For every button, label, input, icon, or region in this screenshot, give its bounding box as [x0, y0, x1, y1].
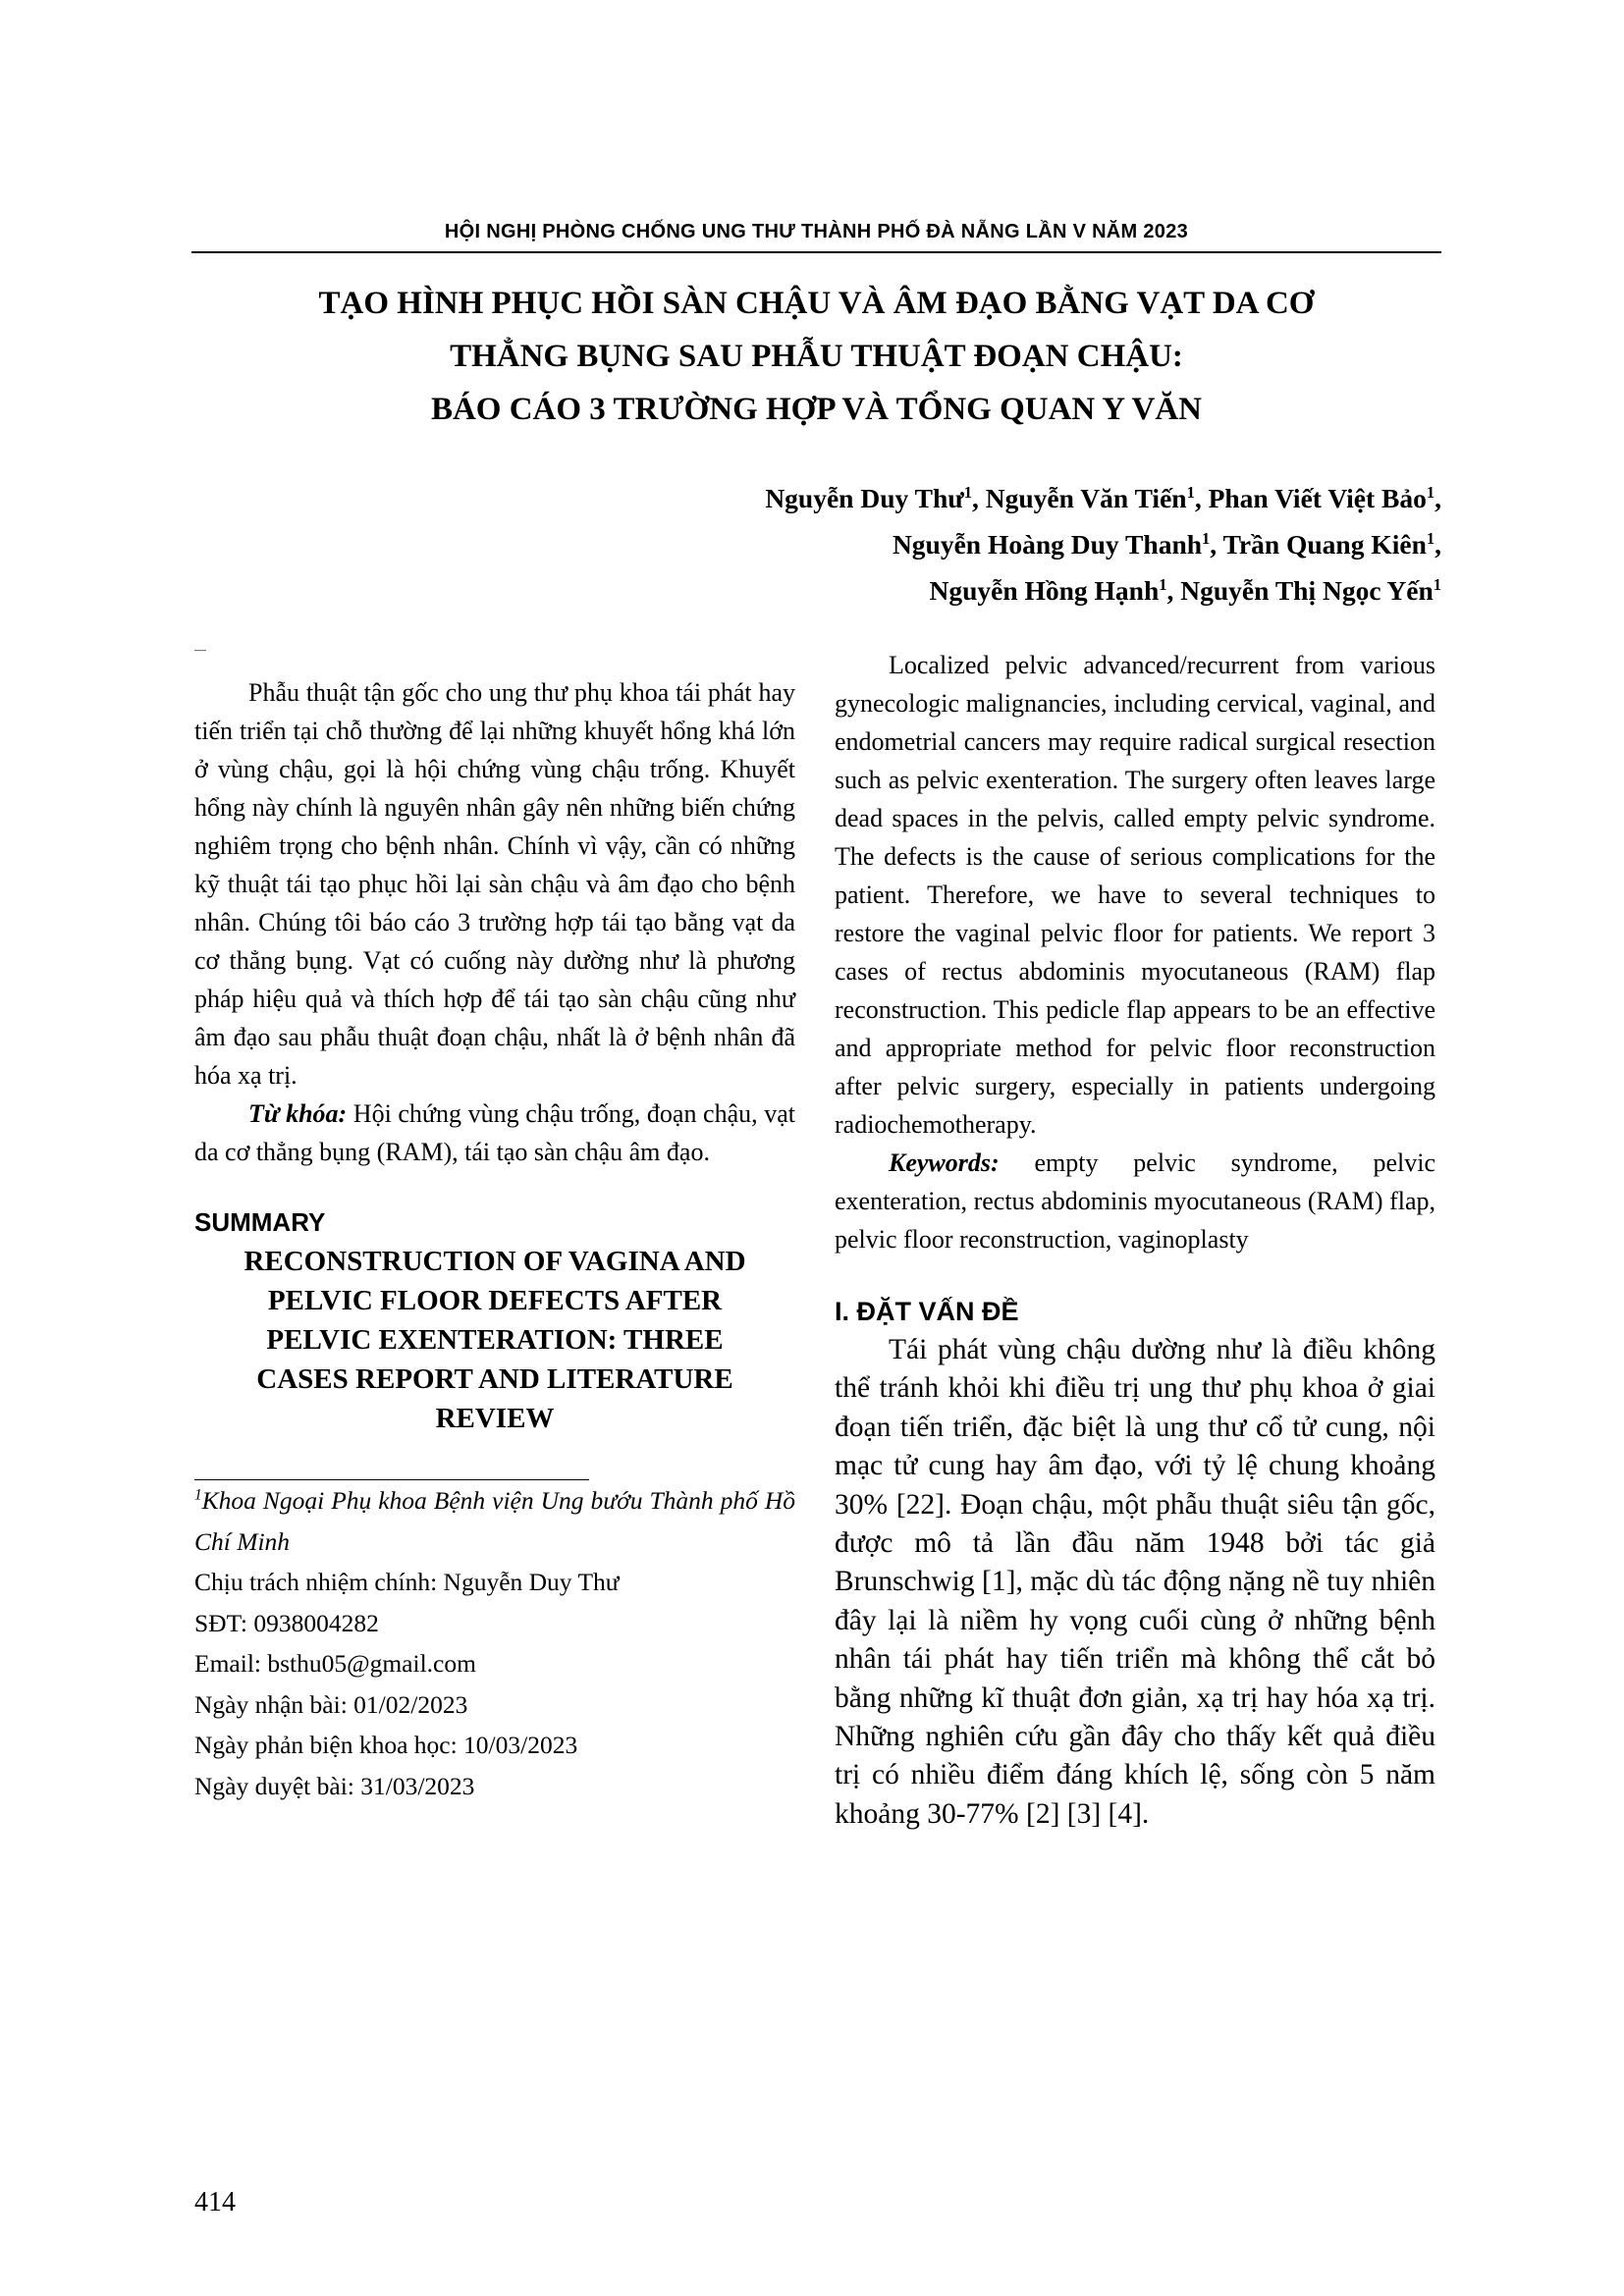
author-separator: , [972, 483, 986, 513]
summary-heading: SUMMARY [194, 1207, 326, 1237]
footnote-email: Email: bsthu05@gmail.com [194, 1649, 476, 1678]
english-title-line: REVIEW [435, 1403, 555, 1434]
english-title [194, 1242, 795, 1438]
title-line-3: BÁO CÁO 3 TRƯỜNG HỢP VÀ TỔNG QUAN Y VĂN [430, 392, 1203, 427]
footnote-phone: SĐT: 0938004282 [194, 1608, 379, 1637]
keywords-label: Từ khóa: [248, 1099, 348, 1128]
abstract-vietnamese: Phẫu thuật tận gốc cho ung thư phụ khoa tái phát hay tiến triển tại chỗ thường để lại những khuyết hổng khá lớn ở vùng chậu, gọi là hội chứng vùng chậu trống. Khuyết hổng này chính là nguyên nhân gây nên những biến chứng nghiêm trọng cho bệnh nhân. Chính vì vậy, cần có những kỹ thuật tái tạo phục hồi lại sàn chậu và âm đạo cho bệnh nhân. Chúng tôi báo cáo 3 trường hợp tái tạo bằng vạt da cơ thẳng bụng. Vạt có cuống này dường như là phương pháp hiệu quả và thích hợp để tái tạo sàn chậu cũng như âm đạo sau phẫu thuật đoạn chậu, nhất là ở bệnh nhân đã hóa xạ trị. [194, 678, 795, 1090]
author-line-3 [460, 567, 1441, 614]
footnote-review-date: Ngày phản biện khoa học: 10/03/2023 [194, 1731, 578, 1759]
author-line-2 [460, 521, 1441, 567]
divider [194, 650, 206, 651]
paper-title [191, 277, 1441, 436]
affiliation-mark: 1 [194, 1486, 202, 1504]
author-name: Nguyễn Hồng Hạnh [929, 575, 1160, 606]
author-affiliation-mark: 1 [963, 482, 973, 502]
running-header: HỘI NGHỊ PHÒNG CHỐNG UNG THƯ THÀNH PHỐ ĐÀ NẴNG LẦN V NĂM 2023 [444, 221, 1189, 242]
header-rule [191, 251, 1441, 253]
author-affiliation-mark: 1 [1426, 482, 1435, 502]
title-line-1: TẠO HÌNH PHỤC HỒI SÀN CHẬU VÀ ÂM ĐẠO BẰNG VẠT DA CƠ [318, 286, 1315, 321]
abstract-english: Localized pelvic advanced/recurrent from various gynecologic malignancies, including cervical, vaginal, and endometrial cancers may require radical surgical resection such as pelvic exenteration. The surgery often leaves large dead spaces in the pelvis, called empty pelvic syndrome. The defects is the cause of serious complications for the patient. Therefore, we have to several techniques to restore the vaginal pelvic floor for patients. We report 3 cases of rectus abdominis myocutaneous (RAM) flap reconstruction. This pedicle flap appears to be an effective and appropriate method for pelvic floor reconstruction after pelvic surgery, especially in patients undergoing radiochemotherapy. [835, 651, 1435, 1139]
author-separator: , [1166, 575, 1181, 606]
author-name: Nguyễn Văn Tiến [985, 483, 1187, 513]
author-list [460, 475, 1441, 614]
author-affiliation-mark: 1 [1186, 482, 1195, 502]
author-name: Nguyễn Thị Ngọc Yến [1180, 575, 1434, 606]
footnote-responsible: Chịu trách nhiệm chính: Nguyễn Duy Thư [194, 1568, 620, 1596]
title-line-2: THẲNG BỤNG SAU PHẪU THUẬT ĐOẠN CHẬU: [450, 339, 1183, 374]
author-affiliation-mark: 1 [1433, 574, 1441, 594]
page-number: 414 [194, 2187, 236, 2217]
author-name: Phan Viết Việt Bảo [1208, 483, 1427, 513]
section-body: Tái phát vùng chậu dường như là điều không thể tránh khỏi khi điều trị ung thư phụ khoa ở giai đoạn tiến triển, đặc biệt là ung thư cổ tử cung, nội mạc tử cung hay âm đạo, với tỷ lệ chung khoảng 30% [22]. Đoạn chậu, một phẫu thuật siêu tận gốc, được mô tả lần đầu năm 1948 bởi tác giả Brunschwig [1], mặc dù tác động nặng nề tuy nhiên đây lại là niềm hy vọng cuối cùng ở những bệnh nhân tái phát hay tiến triển mà không thể cắt bỏ bằng những kĩ thuật đơn giản, xạ trị hay hóa xạ trị. Những nghiên cứu gần đây cho thấy kết quả điều trị có nhiều điểm đáng khích lệ, sống còn 5 năm khoảng 30-77% [2] [3] [4]. [835, 1334, 1435, 1830]
footnote-affiliation [194, 1480, 795, 1562]
keywords-english [835, 1144, 1435, 1258]
author-separator: , [1194, 483, 1209, 513]
left-column [194, 673, 795, 1806]
keywords-vietnamese [194, 1095, 795, 1171]
author-separator: , [1210, 529, 1223, 560]
author-line-1 [460, 475, 1441, 521]
footnote-accepted-date: Ngày duyệt bài: 31/03/2023 [194, 1771, 475, 1800]
footnote-received-date: Ngày nhận bài: 01/02/2023 [194, 1689, 468, 1719]
keywords-text: empty pelvic syndrome, pelvic exenteration, rectus abdominis myocutaneous (RAM) flap, pelvic floor reconstruction, vaginoplasty [835, 1148, 1435, 1254]
section-heading: I. ĐẶT VẤN ĐỀ [835, 1297, 1019, 1326]
english-title-line: CASES REPORT AND LITERATURE [256, 1363, 733, 1395]
author-affiliation-mark: 1 [1426, 528, 1435, 548]
author-name: Trần Quang Kiên [1222, 529, 1427, 560]
author-affiliation-mark: 1 [1159, 574, 1167, 594]
author-name: Nguyễn Hoàng Duy Thanh [892, 529, 1203, 560]
keywords-text: Hội chứng vùng chậu trống, đoạn chậu, vạt da cơ thẳng bụng (RAM), tái tạo sàn chậu âm đạo. [194, 1099, 795, 1166]
english-title-line: PELVIC FLOOR DEFECTS AFTER [267, 1285, 723, 1316]
author-separator: , [1435, 529, 1441, 560]
english-title-line: PELVIC EXENTERATION: THREE [266, 1324, 724, 1356]
affiliation-text: Khoa Ngoại Phụ khoa Bệnh viện Ung bướu Thành phố Hồ Chí Minh [194, 1486, 795, 1556]
author-affiliation-mark: 1 [1202, 528, 1211, 548]
author-name: Nguyễn Duy Thư [765, 483, 964, 513]
keywords-label: Keywords: [889, 1148, 1000, 1177]
right-column [835, 646, 1435, 1834]
author-separator: , [1435, 483, 1441, 513]
english-title-line: RECONSTRUCTION OF VAGINA AND [244, 1246, 746, 1277]
